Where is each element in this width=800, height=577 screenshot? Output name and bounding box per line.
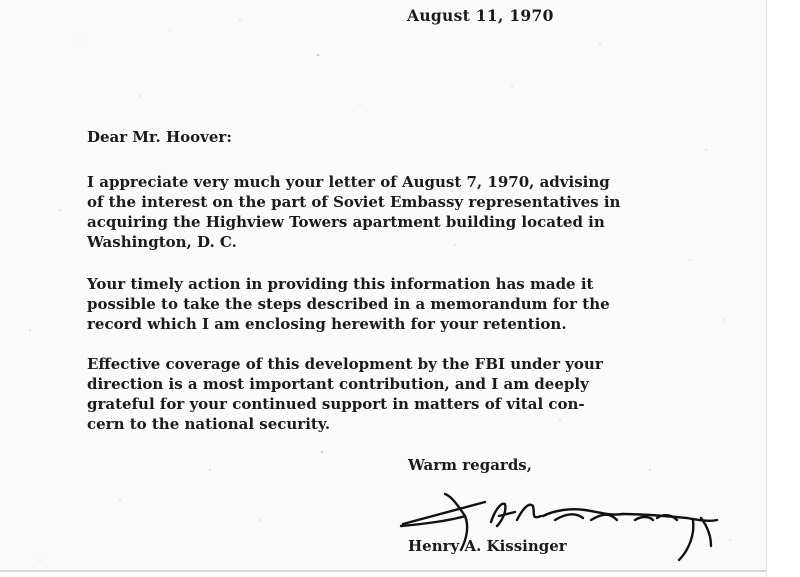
paragraph-line: possible to take the steps described in a memorandum for the [87,295,610,313]
paragraph-line: record which I am enclosing herewith for your retention. [87,315,567,333]
letter-date: August 11, 1970 [407,6,554,25]
paragraph-line: grateful for your continued support in matters of vital con- [87,395,585,413]
paragraph-line: cern to the national security. [87,415,331,433]
paragraph-line: of the interest on the part of Soviet Embassy representatives in [87,193,621,211]
signer-name: Henry A. Kissinger [408,537,567,555]
body-paragraph-1 [87,172,620,252]
page-bottom-edge [0,570,766,572]
body-paragraph-2 [87,274,610,334]
body-paragraph-3 [87,354,603,434]
paragraph-line: Effective coverage of this development by the FBI under your [87,355,603,373]
salutation: Dear Mr. Hoover: [87,128,232,146]
paragraph-line: Your timely action in providing this information has made it [87,275,594,293]
paragraph-line: I appreciate very much your letter of August 7, 1970, advising [87,173,610,191]
paragraph-line: direction is a most important contribution, and I am deeply [87,375,589,393]
paragraph-line: acquiring the Highview Towers apartment building located in [87,213,605,231]
paragraph-line: Washington, D. C. [87,233,237,251]
scan-right-border [766,0,800,577]
closing: Warm regards, [408,456,532,474]
